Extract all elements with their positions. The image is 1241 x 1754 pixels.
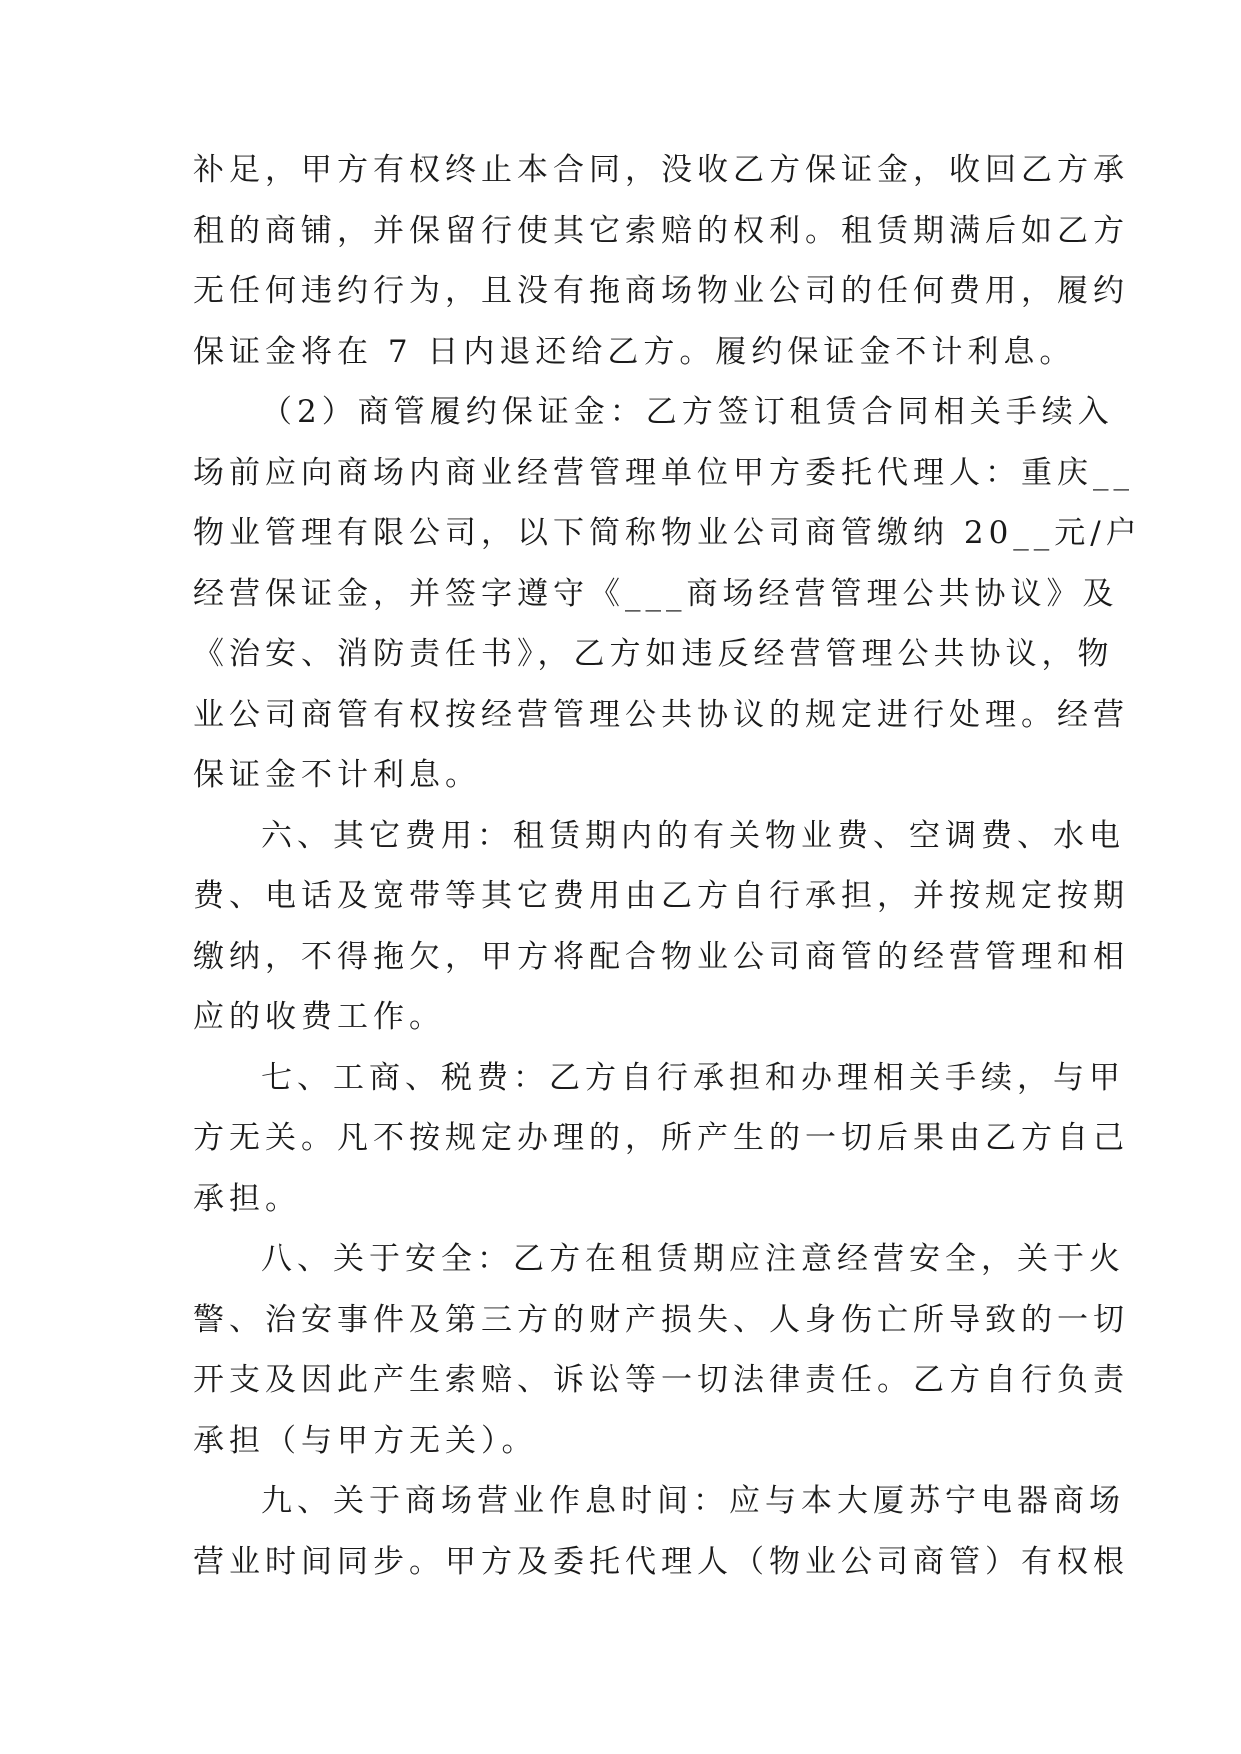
- text-line: 方无关。凡不按规定办理的，所产生的一切后果由乙方自己: [193, 1120, 1129, 1156]
- text-line: 缴纳，不得拖欠，甲方将配合物业公司商管的经营管理和相: [193, 938, 1129, 975]
- text-line: 物业管理有限公司，以下简称物业公司商管缴纳 20__元/户: [193, 515, 1142, 551]
- paragraph-other-fees: [193, 806, 1129, 1048]
- text-line: 租的商铺，并保留行使其它索赔的权利。租赁期满后如乙方: [193, 212, 1129, 249]
- text-line: 八、关于安全：乙方在租赁期应注意经营安全，关于火: [261, 1241, 1125, 1277]
- text-line: 保证金不计利息。: [193, 757, 481, 793]
- text-line: 开支及因此产生索赔、诉讼等一切法律责任。乙方自行负责: [193, 1362, 1129, 1398]
- paragraph-deposit-return: [193, 140, 1129, 382]
- document-page: [193, 140, 1142, 1592]
- text-line: 《治安、消防责任书》，乙方如违反经营管理公共协议，物: [193, 636, 1114, 672]
- text-line: 应的收费工作。: [193, 999, 445, 1035]
- text-line: 营业时间同步。甲方及委托代理人（物业公司商管）有权根: [193, 1543, 1129, 1580]
- text-line: 费、电话及宽带等其它费用由乙方自行承担，并按规定按期: [193, 878, 1129, 914]
- text-line: 保证金将在 7 日内退还给乙方。履约保证金不计利息。: [193, 333, 1076, 370]
- text-line: 承担（与甲方无关）。: [193, 1422, 538, 1459]
- text-line: 补足，甲方有权终止本合同，没收乙方保证金，收回乙方承: [193, 152, 1129, 188]
- text-line: 七、工商、税费：乙方自行承担和办理相关手续，与甲: [261, 1059, 1125, 1096]
- text-line: 承担。: [193, 1180, 301, 1217]
- paragraph-safety: [193, 1229, 1129, 1471]
- text-line: 经营保证金，并签字遵守《___商场经营管理公共协议》及: [193, 575, 1119, 612]
- text-line: 六、其它费用：租赁期内的有关物业费、空调费、水电: [261, 817, 1125, 854]
- text-line: 场前应向商场内商业经营管理单位甲方委托代理人：重庆__: [193, 454, 1134, 491]
- text-line: 九、关于商场营业作息时间：应与本大厦苏宁电器商场: [261, 1483, 1125, 1519]
- paragraph-management-deposit: [193, 382, 1142, 806]
- text-line: 无任何违约行为，且没有拖商场物业公司的任何费用，履约: [193, 273, 1129, 309]
- text-line: 业公司商管有权按经营管理公共协议的规定进行处理。经营: [193, 696, 1129, 733]
- paragraph-taxes: [193, 1048, 1129, 1230]
- paragraph-business-hours: [193, 1471, 1129, 1592]
- text-line: （2）商管履约保证金：乙方签订租赁合同相关手续入: [261, 394, 1114, 430]
- text-line: 警、治安事件及第三方的财产损失、人身伤亡所导致的一切: [193, 1301, 1129, 1338]
